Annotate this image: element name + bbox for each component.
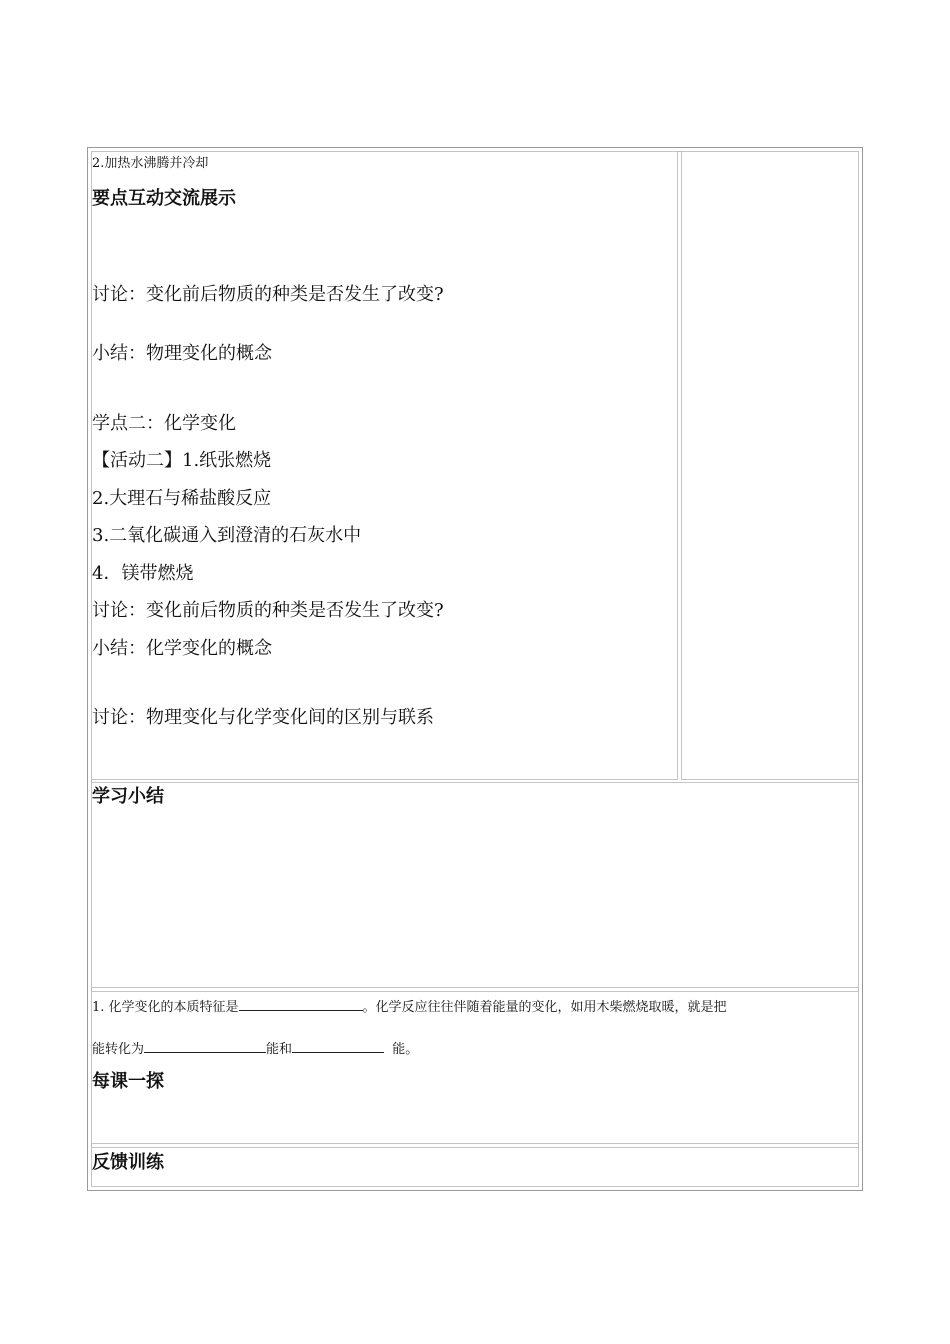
blank-3[interactable] <box>292 1040 384 1053</box>
blank-2[interactable] <box>144 1040 266 1053</box>
line-top: 2.加热水沸腾并冷却 <box>92 156 209 171</box>
section-heading-interaction: 要点互动交流展示 <box>92 188 236 209</box>
point-2: 学点二：化学变化 <box>92 413 236 434</box>
discussion-1: 讨论：变化前后物质的种类是否发生了改变? <box>92 284 444 305</box>
question-1-text-c: 能转化为 <box>92 1042 145 1057</box>
summary-2: 小结：化学变化的概念 <box>92 638 272 659</box>
section-heading-feedback: 反馈训练 <box>92 1152 164 1173</box>
question-1-text-b: 。化学反应往往伴随着能量的变化，如用木柴燃烧取暖，就是把 <box>362 1000 727 1015</box>
summary-1: 小结：物理变化的概念 <box>92 343 272 364</box>
activity-item-3: 3.二氧化碳通入到澄清的石灰水中 <box>92 525 362 546</box>
discussion-2: 讨论：变化前后物质的种类是否发生了改变? <box>92 600 444 621</box>
blank-1[interactable] <box>239 998 363 1011</box>
section-heading-summary: 学习小结 <box>92 786 164 807</box>
row2-cell <box>91 782 859 988</box>
section-heading-explore: 每课一探 <box>92 1071 164 1092</box>
activity-item-2: 2.大理石与稀盐酸反应 <box>92 488 272 509</box>
row1-side-cell <box>681 151 859 780</box>
question-1-text-d: 能和 <box>266 1042 293 1057</box>
activity-2: 【活动二】1.纸张燃烧 <box>92 450 272 471</box>
activity-item-4: 4．镁带燃烧 <box>92 563 194 584</box>
discussion-3: 讨论：物理变化与化学变化间的区别与联系 <box>92 707 434 728</box>
question-1-text-e: 能。 <box>384 1042 419 1057</box>
row4-cell <box>91 1147 859 1187</box>
question-1-line-1 <box>92 998 727 1016</box>
question-1-line-2 <box>92 1040 418 1058</box>
question-1-text-a: 1. 化学变化的本质特征是 <box>92 1000 239 1015</box>
